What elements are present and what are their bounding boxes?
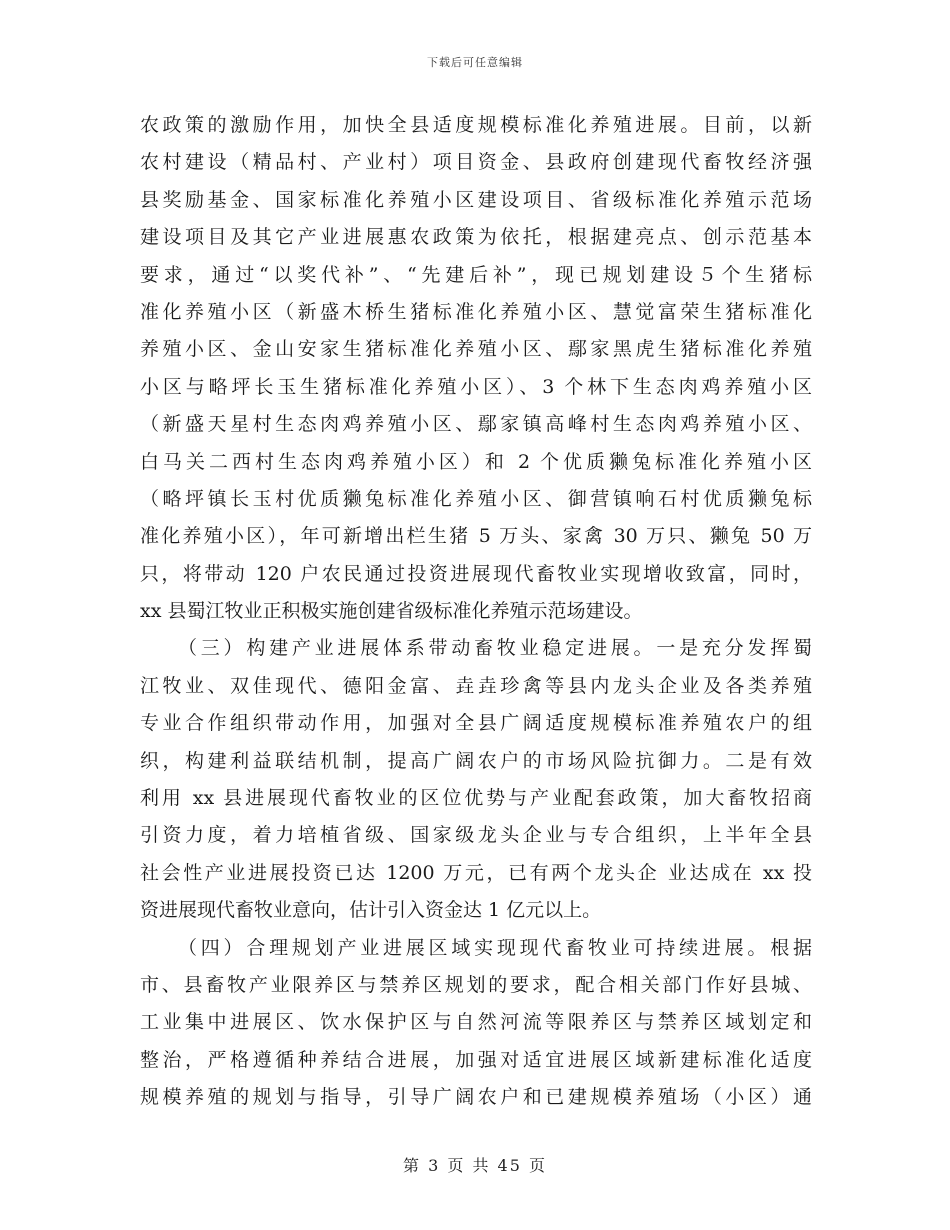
body-text-line: 养殖小区、金山安家生猪标准化养殖小区、鄢家黑虎生猪标准化养殖	[140, 338, 812, 361]
body-text-line: （略坪镇长玉村优质獭兔标准化养殖小区、御营镇响石村优质獭兔标	[140, 487, 812, 510]
body-text-line: 织，构建利益联结机制，提高广阔农户的市场风险抗御力。二是有效	[140, 749, 812, 772]
body-text-line: xx 县蜀江牧业正积极实施创建省级标准化养殖示范场建设。	[140, 600, 643, 623]
body-text-line: 工业集中进展区、饮水保护区与自然河流等限养区与禁养区域划定和	[140, 1011, 812, 1034]
body-text-line: 农村建设（精品村、产业村）项目资金、县政府创建现代畜牧经济强	[140, 151, 812, 174]
body-text-line: 引资力度，着力培植省级、国家级龙头企业与专合组织，上半年全县	[140, 824, 812, 847]
body-text-line: 只，将带动 120 户农民通过投资进展现代畜牧业实现增收致富，同时，	[140, 562, 812, 585]
body-text-line: 准化养殖小区），年可新增出栏生猪 5 万头、家禽 30 万只、獭兔 50 万	[140, 525, 812, 548]
body-text-line: （三）构建产业进展体系带动畜牧业稳定进展。一是充分发挥蜀	[178, 637, 812, 660]
page-footer: 第 3 页 共 45 页	[403, 1156, 547, 1175]
body-text-line: （四）合理规划产业进展区域实现现代畜牧业可持续进展。根据	[178, 936, 812, 959]
body-text-line: 江牧业、双佳现代、德阳金富、垚垚珍禽等县内龙头企业及各类养殖	[140, 674, 812, 697]
body-text-line: 资进展现代畜牧业意向，估计引入资金达 1 亿元以上。	[140, 899, 602, 922]
body-text-line: 社会性产业进展投资已达 1200 万元，已有两个龙头企 业达成在 xx 投	[140, 861, 812, 884]
page-header: 下载后可任意编辑	[427, 56, 523, 69]
body-text-line: 规模养殖的规划与指导，引导广阔农户和已建规模养殖场（小区）通	[140, 1086, 812, 1109]
document-body	[140, 107, 812, 1117]
body-text-line: 建设项目及其它产业进展惠农政策为依托，根据建亮点、创示范基本	[140, 226, 812, 249]
body-text-line: 县奖励基金、国家标准化养殖小区建设项目、省级标准化养殖示范场	[140, 188, 812, 211]
body-text-line: 利用 xx 县进展现代畜牧业的区位优势与产业配套政策，加大畜牧招商	[140, 787, 812, 810]
body-text-line: 农政策的激励作用，加快全县适度规模标准化养殖进展。目前，以新	[140, 114, 812, 136]
body-text-line: 市、县畜牧产业限养区与禁养区规划的要求，配合相关部门作好县城、	[140, 973, 812, 996]
body-text-line: 专业合作组织带动作用，加强对全县广阔适度规模标准养殖农户的组	[140, 712, 812, 735]
body-text-line: （新盛天星村生态肉鸡养殖小区、鄢家镇高峰村生态肉鸡养殖小区、	[140, 413, 812, 436]
body-text-line: 整治，严格遵循种养结合进展，加强对适宜进展区域新建标准化适度	[140, 1048, 812, 1071]
body-text-line: 要求，通过“以奖代补”、“先建后补”，现已规划建设５个生猪标	[140, 263, 812, 286]
body-text-line: 准化养殖小区（新盛木桥生猪标准化养殖小区、慧觉富荣生猪标准化	[140, 300, 812, 323]
body-text-line: 小区与略坪长玉生猪标准化养殖小区）、3 个林下生态肉鸡养殖小区	[140, 375, 812, 398]
body-text-line: 白马关二西村生态肉鸡养殖小区）和 2 个优质獭兔标准化养殖小区	[140, 450, 812, 473]
